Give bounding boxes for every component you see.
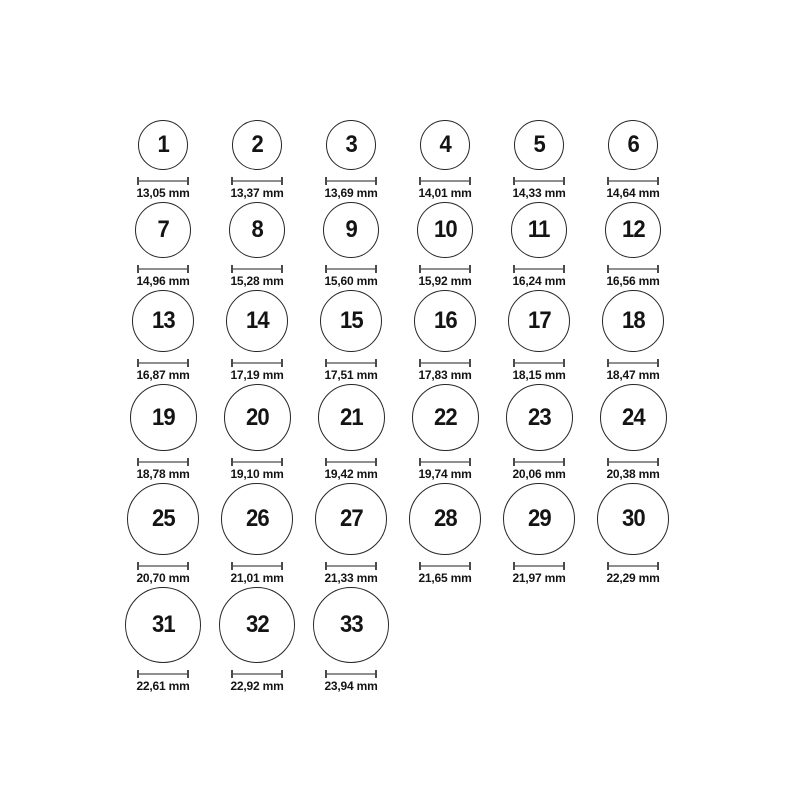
diameter-label: 17,83 mm (418, 368, 472, 382)
diameter-measure-bar (231, 177, 283, 185)
diameter-measure-bar (513, 562, 565, 570)
ring-size-cell (116, 202, 210, 288)
diameter-measure-bar (419, 177, 471, 185)
size-number: 3 (345, 131, 357, 158)
chart-row (116, 384, 680, 481)
ring-size-cell (492, 120, 586, 200)
diameter-measure-bar (231, 458, 283, 466)
ring-size-cell (304, 290, 398, 382)
size-circle (326, 120, 376, 170)
size-circle (506, 384, 573, 451)
diameter-measure-bar (607, 177, 659, 185)
diameter-label: 15,92 mm (418, 274, 472, 288)
ring-size-cell (116, 587, 210, 693)
size-circle (511, 202, 567, 258)
size-circle (602, 290, 664, 352)
diameter-label: 21,65 mm (418, 571, 472, 585)
ring-size-cell (586, 202, 680, 288)
chart-row (116, 587, 680, 693)
diameter-label: 22,92 mm (230, 679, 284, 693)
diameter-measure-bar (325, 265, 377, 273)
ring-size-cell (304, 483, 398, 585)
size-number: 5 (533, 131, 545, 158)
diameter-label: 20,70 mm (136, 571, 190, 585)
ring-size-cell (492, 202, 586, 288)
chart-row (116, 120, 680, 200)
diameter-measure-bar (325, 177, 377, 185)
ring-size-cell (586, 483, 680, 585)
diameter-measure-bar (231, 359, 283, 367)
size-circle (417, 202, 473, 258)
diameter-measure-bar (137, 359, 189, 367)
size-number: 17 (527, 307, 551, 334)
diameter-measure-bar (137, 265, 189, 273)
size-number: 15 (339, 307, 363, 334)
diameter-measure-bar (607, 562, 659, 570)
size-circle (420, 120, 470, 170)
diameter-measure-bar (607, 359, 659, 367)
diameter-label: 13,37 mm (230, 186, 284, 200)
diameter-label: 13,05 mm (136, 186, 190, 200)
diameter-label: 22,61 mm (136, 679, 190, 693)
diameter-label: 14,64 mm (606, 186, 660, 200)
ring-size-cell (116, 120, 210, 200)
diameter-measure-bar (513, 265, 565, 273)
size-number: 24 (621, 403, 645, 431)
ring-size-cell (116, 483, 210, 585)
size-number: 30 (621, 505, 645, 532)
diameter-label: 14,01 mm (418, 186, 472, 200)
ring-size-cell (398, 384, 492, 481)
size-number: 14 (245, 307, 269, 334)
diameter-label: 16,87 mm (136, 368, 190, 382)
ring-size-cell (586, 384, 680, 481)
diameter-measure-bar (231, 670, 283, 678)
size-circle (508, 290, 570, 352)
ring-size-cell (304, 202, 398, 288)
size-circle (605, 202, 661, 258)
size-number: 25 (151, 505, 175, 532)
size-circle (229, 202, 285, 258)
diameter-measure-bar (325, 670, 377, 678)
diameter-measure-bar (231, 562, 283, 570)
ring-size-chart (116, 120, 680, 693)
chart-row (116, 483, 680, 585)
diameter-measure-bar (513, 359, 565, 367)
size-circle (409, 483, 481, 555)
size-circle (600, 384, 667, 451)
diameter-measure-bar (137, 458, 189, 466)
size-circle (219, 587, 295, 663)
ring-size-cell (398, 290, 492, 382)
size-circle (224, 384, 291, 451)
size-number: 32 (245, 611, 269, 638)
size-number: 26 (245, 505, 269, 532)
diameter-label: 18,15 mm (512, 368, 566, 382)
size-number: 4 (439, 131, 451, 158)
size-circle (221, 483, 293, 555)
size-circle (130, 384, 197, 451)
size-circle (313, 587, 389, 663)
diameter-measure-bar (231, 265, 283, 273)
size-number: 2 (251, 131, 263, 158)
ring-size-cell (398, 483, 492, 585)
diameter-label: 18,47 mm (606, 368, 660, 382)
diameter-measure-bar (325, 458, 377, 466)
ring-size-cell (304, 384, 398, 481)
size-circle (503, 483, 575, 555)
size-number: 11 (528, 216, 550, 243)
diameter-measure-bar (607, 265, 659, 273)
size-number: 7 (157, 216, 169, 243)
ring-size-cell (586, 120, 680, 200)
size-number: 20 (245, 403, 269, 431)
size-number: 9 (345, 216, 357, 243)
size-number: 8 (251, 216, 263, 243)
ring-size-cell (398, 120, 492, 200)
size-circle (138, 120, 188, 170)
size-circle (132, 290, 194, 352)
diameter-label: 19,10 mm (230, 467, 284, 481)
ring-size-cell (210, 202, 304, 288)
diameter-label: 20,06 mm (512, 467, 566, 481)
size-circle (323, 202, 379, 258)
size-circle (514, 120, 564, 170)
size-circle (414, 290, 476, 352)
size-number: 22 (433, 403, 457, 431)
ring-size-cell (210, 290, 304, 382)
ring-size-cell (210, 587, 304, 693)
diameter-label: 14,96 mm (136, 274, 190, 288)
ring-size-cell (586, 290, 680, 382)
size-circle (318, 384, 385, 451)
diameter-measure-bar (419, 359, 471, 367)
diameter-label: 22,29 mm (606, 571, 660, 585)
size-number: 12 (621, 216, 645, 243)
size-number: 10 (433, 216, 457, 243)
diameter-measure-bar (325, 359, 377, 367)
chart-row (116, 290, 680, 382)
ring-size-cell (116, 384, 210, 481)
diameter-label: 15,28 mm (230, 274, 284, 288)
size-number: 16 (433, 307, 457, 334)
size-circle (125, 587, 201, 663)
size-number: 31 (151, 611, 175, 638)
ring-size-cell (210, 483, 304, 585)
diameter-label: 19,74 mm (418, 467, 472, 481)
size-circle (608, 120, 658, 170)
ring-size-cell (398, 202, 492, 288)
diameter-label: 19,42 mm (324, 467, 378, 481)
diameter-label: 21,33 mm (324, 571, 378, 585)
size-number: 27 (339, 505, 363, 532)
size-circle (232, 120, 282, 170)
ring-size-cell (304, 120, 398, 200)
diameter-label: 21,01 mm (230, 571, 284, 585)
size-circle (320, 290, 382, 352)
diameter-measure-bar (513, 177, 565, 185)
diameter-label: 17,51 mm (324, 368, 378, 382)
ring-size-cell (492, 483, 586, 585)
size-circle (412, 384, 479, 451)
diameter-label: 16,24 mm (512, 274, 566, 288)
size-number: 19 (151, 403, 175, 431)
ring-size-cell (492, 384, 586, 481)
size-circle (597, 483, 669, 555)
size-number: 1 (157, 131, 169, 158)
diameter-measure-bar (419, 265, 471, 273)
ring-size-cell (210, 120, 304, 200)
diameter-measure-bar (607, 458, 659, 466)
size-number: 29 (527, 505, 551, 532)
size-number: 28 (433, 505, 457, 532)
diameter-label: 14,33 mm (512, 186, 566, 200)
size-number: 6 (627, 131, 639, 158)
diameter-measure-bar (325, 562, 377, 570)
size-number: 21 (339, 403, 363, 431)
diameter-measure-bar (419, 458, 471, 466)
size-circle (135, 202, 191, 258)
diameter-measure-bar (137, 562, 189, 570)
diameter-measure-bar (137, 177, 189, 185)
diameter-label: 16,56 mm (606, 274, 660, 288)
size-number: 13 (151, 307, 175, 334)
ring-size-cell (304, 587, 398, 693)
size-number: 23 (527, 403, 551, 431)
diameter-measure-bar (137, 670, 189, 678)
diameter-label: 21,97 mm (512, 571, 566, 585)
diameter-label: 18,78 mm (136, 467, 190, 481)
diameter-label: 17,19 mm (230, 368, 284, 382)
diameter-label: 20,38 mm (606, 467, 660, 481)
chart-row (116, 202, 680, 288)
ring-size-cell (116, 290, 210, 382)
diameter-label: 23,94 mm (324, 679, 378, 693)
diameter-label: 13,69 mm (324, 186, 378, 200)
diameter-label: 15,60 mm (324, 274, 378, 288)
ring-size-cell (492, 290, 586, 382)
diameter-measure-bar (419, 562, 471, 570)
ring-size-cell (210, 384, 304, 481)
size-circle (226, 290, 288, 352)
size-circle (315, 483, 387, 555)
size-number: 18 (621, 307, 645, 334)
size-number: 33 (339, 611, 363, 638)
size-circle (127, 483, 199, 555)
diameter-measure-bar (513, 458, 565, 466)
